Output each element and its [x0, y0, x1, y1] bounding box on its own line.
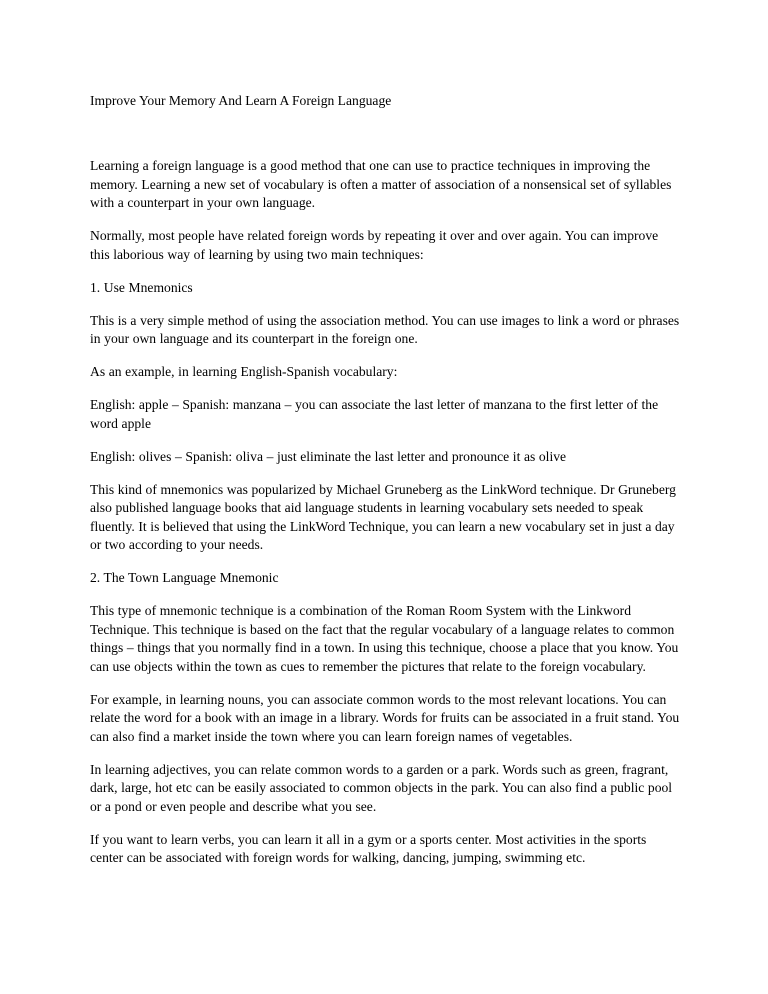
paragraph-example-apple: English: apple – Spanish: manzana – you can associate the last letter of manzana to the first letter of the word apple	[90, 397, 659, 431]
paragraph-techniques-lead-in: Normally, most people have related foreign words by repeating it over and over again. You can improve this laborious way of learning by using two main techniques:	[90, 228, 659, 262]
heading-town-language-mnemonic: 2. The Town Language Mnemonic	[90, 570, 279, 586]
paragraph-nouns: For example, in learning nouns, you can associate common words to the most relevant locations. You can relate the word for a book with an image in a library. Words for fruits can be associated in a fruit stand. You can also find a market inside the town where you can learn foreign names of vegetables.	[90, 691, 680, 744]
paragraph-linkword: This kind of mnemonics was popularized by Michael Gruneberg as the LinkWord technique. Dr Gruneberg also published language books that aid language students in learning vocabulary sets needed to speak fluently. It is believed that using the LinkWord Technique, you can learn a new vocabulary set in just a day or two according to your needs.	[90, 481, 676, 553]
paragraph-example-olives: English: olives – Spanish: oliva – just eliminate the last letter and pronounce it as olive	[90, 448, 567, 464]
paragraph-adjectives: In learning adjectives, you can relate common words to a garden or a park. Words such as green, fragrant, dark, large, hot etc can be easily associated to common objects in the park. You can also find a public pool or a pond or even people and describe what you see.	[90, 761, 673, 814]
paragraph-town-technique: This type of mnemonic technique is a combination of the Roman Room System with the Linkword Technique. This technique is based on the fact that the regular vocabulary of a language relates to common things – things that you normally find in a town. In using this technique, choose a place that you know. You can use objects within the town as cues to remember the pictures that relate to the foreign vocabulary.	[90, 603, 679, 674]
paragraph-example-lead-in: As an example, in learning English-Spanish vocabulary:	[90, 364, 398, 380]
paragraph-intro: Learning a foreign language is a good method that one can use to practice techniques in improving the memory. Learning a new set of vocabulary is often a matter of association of a nonsensical set of syllables with a counterpart in your own language.	[90, 158, 672, 211]
document-body	[90, 157, 680, 867]
paragraph-verbs: If you want to learn verbs, you can learn it all in a gym or a sports center. Most activities in the sports center can be associated with foreign words for walking, dancing, jumping, swimming etc.	[90, 831, 647, 866]
paragraph-mnemonics-description: This is a very simple method of using the association method. You can use images to link a word or phrases in your own language and its counterpart in the foreign one.	[90, 312, 680, 347]
heading-use-mnemonics: 1. Use Mnemonics	[90, 279, 193, 295]
document-title: Improve Your Memory And Learn A Foreign Language	[90, 93, 392, 108]
